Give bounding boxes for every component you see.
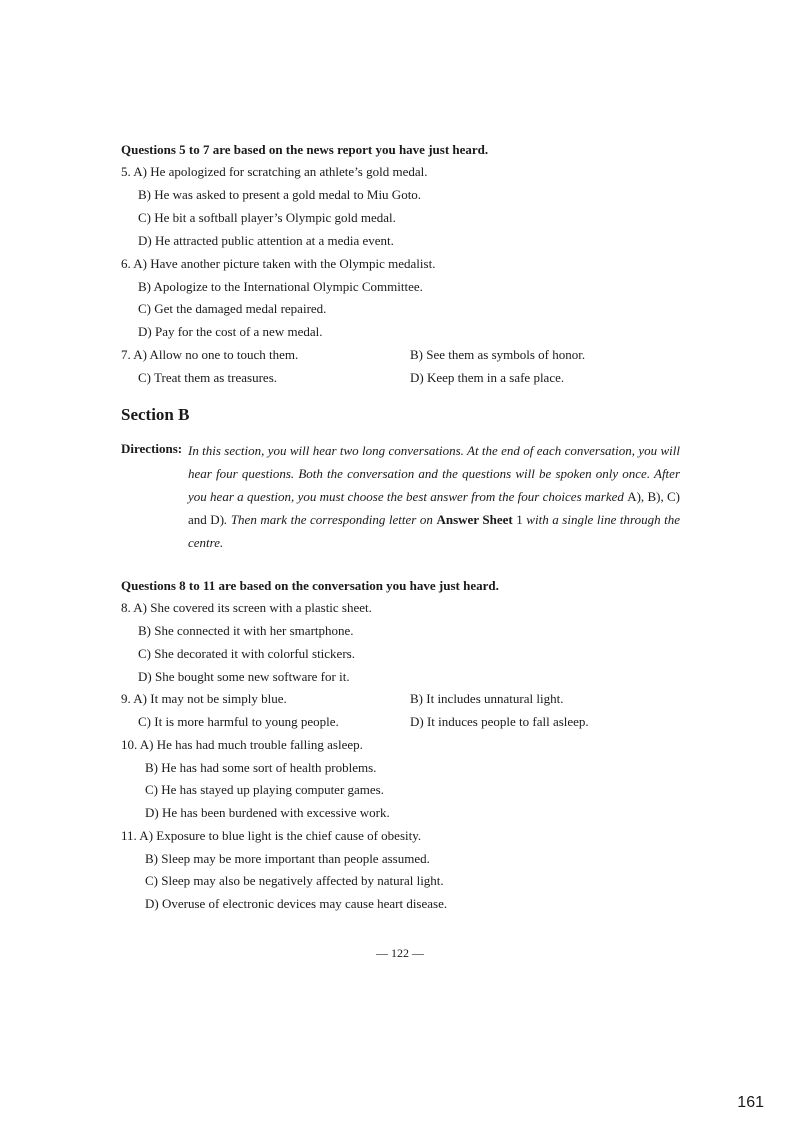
q8-option-d: D) She bought some new software for it. (138, 669, 350, 684)
directions-label: Directions: (121, 441, 183, 456)
q6-option-d: D) Pay for the cost of a new medal. (138, 324, 323, 339)
q6-option-a: 6. A) Have another picture taken with the Olympic medalist. (121, 256, 436, 271)
questions-8-11-heading: Questions 8 to 11 are based on the conversation you have just heard. (121, 578, 499, 593)
q5-option-c: C) He bit a softball player’s Olympic gold medal. (138, 210, 396, 225)
q7-option-d: D) Keep them in a safe place. (410, 370, 565, 385)
q7-option-b: B) See them as symbols of honor. (410, 347, 586, 362)
q8-option-c: C) She decorated it with colorful stickers. (138, 646, 355, 661)
q10-option-b: B) He has had some sort of health problems. (145, 760, 377, 775)
q11-option-b: B) Sleep may be more important than people assumed. (145, 851, 430, 866)
directions-choices: A), B), C) and D) (188, 489, 681, 527)
directions-text-1: In this section, you will hear two long conversations. At the end of each conversation, you will hear four questions. Both the conversation and the questions will be spoken only once. After you hear a question, you must choose the best answer from the four choices marked (188, 443, 680, 504)
q10-option-d: D) He has been burdened with excessive work. (145, 805, 390, 820)
q7-option-c: C) Treat them as treasures. (138, 370, 278, 385)
q9-option-c: C) It is more harmful to young people. (138, 714, 339, 729)
q8-option-a: 8. A) She covered its screen with a plastic sheet. (121, 600, 372, 615)
q10-option-a: 10. A) He has had much trouble falling asleep. (121, 737, 363, 752)
answer-sheet-label: Answer Sheet (436, 512, 513, 527)
directions-text (188, 439, 680, 554)
q9-option-d: D) It induces people to fall asleep. (410, 714, 589, 729)
section-b-title: Section B (121, 405, 190, 424)
q10-option-c: C) He has stayed up playing computer games. (145, 782, 384, 797)
questions-5-7-heading: Questions 5 to 7 are based on the news report you have just heard. (121, 142, 489, 157)
q9-option-a: 9. A) It may not be simply blue. (121, 691, 287, 706)
q11-option-a: 11. A) Exposure to blue light is the chief cause of obesity. (121, 828, 422, 843)
sheet-number: 161 (737, 1094, 764, 1111)
directions-text-2: . Then mark the corresponding letter on (224, 512, 437, 527)
q11-option-c: C) Sleep may also be negatively affected by natural light. (145, 873, 444, 888)
q9-option-b: B) It includes unnatural light. (410, 691, 564, 706)
answer-sheet-number: 1 (512, 512, 527, 527)
q6-option-c: C) Get the damaged medal repaired. (138, 301, 327, 316)
q8-option-b: B) She connected it with her smartphone. (138, 623, 354, 638)
q5-option-d: D) He attracted public attention at a media event. (138, 233, 394, 248)
q5-option-b: B) He was asked to present a gold medal to Miu Goto. (138, 187, 422, 202)
q11-option-d: D) Overuse of electronic devices may cause heart disease. (145, 896, 448, 911)
q7-option-a: 7. A) Allow no one to touch them. (121, 347, 299, 362)
directions-text-3: with a single line through the centre. (188, 512, 681, 550)
q5-option-a: 5. A) He apologized for scratching an athlete’s gold medal. (121, 164, 428, 179)
page-number: — 122 — (376, 946, 424, 960)
q6-option-b: B) Apologize to the International Olympic Committee. (138, 279, 423, 294)
